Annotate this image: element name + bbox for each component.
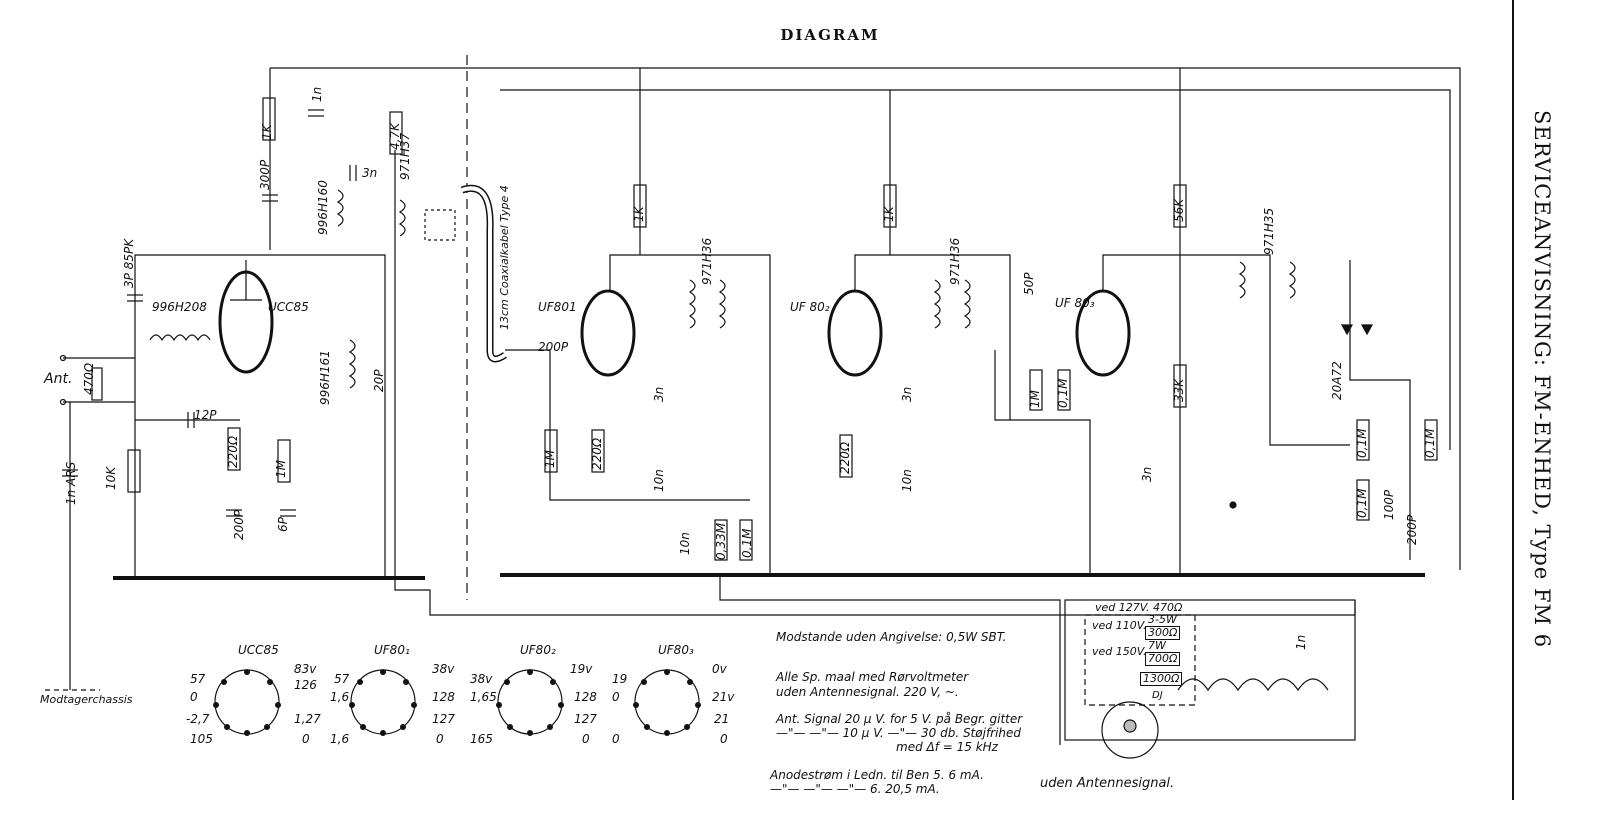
- c11-value: 10n: [652, 469, 666, 492]
- socket-1-pin: 57: [190, 672, 206, 686]
- r4-value: 4,7K: [388, 123, 402, 150]
- r10-value: 0,1M: [740, 528, 754, 558]
- transformer-971h35: [1240, 262, 1245, 298]
- r14-value: 1M: [1028, 390, 1042, 408]
- r7-value: 220Ω: [590, 437, 604, 470]
- r8-value: 1M: [543, 450, 557, 468]
- socket-2-name: UF80₁: [374, 643, 410, 657]
- c2-value: 300P: [258, 159, 272, 190]
- r5-value: 1M: [274, 460, 288, 478]
- side-title: [1528, 110, 1558, 710]
- note-anode-3: uden Antennesignal.: [1040, 776, 1175, 791]
- socket-4-pin: 21v: [712, 690, 735, 704]
- c10-value: 200P: [538, 340, 569, 354]
- socket-3-pin: 165: [470, 732, 493, 746]
- note-anode-1: Anodestrøm i Ledn. til Ben 5. 6 mA.: [770, 768, 984, 782]
- resistor-r1: [128, 450, 140, 492]
- socket-1-pin: 83v: [294, 662, 317, 676]
- socket-2-pin: 38v: [432, 662, 455, 676]
- r1-value: 10K: [104, 466, 118, 490]
- heater-v150: ved 150V.: [1092, 645, 1147, 658]
- diode-gd2: [1362, 325, 1372, 334]
- r9-value: 0,33M: [714, 522, 728, 560]
- socket-4-pin: 0: [720, 732, 728, 746]
- c13-value: 10n: [900, 469, 914, 492]
- socket-3-pin: 128: [574, 690, 597, 704]
- transformer-4-label: 971H35: [1262, 207, 1276, 255]
- socket-4-pin: 19: [612, 672, 628, 686]
- capacitor-c7: [280, 510, 296, 516]
- transformer-971h36-a: [690, 280, 695, 328]
- c16-value: 1n: [1294, 634, 1308, 650]
- c8-value: 1n: [310, 86, 324, 102]
- note-signal-3: med Δf = 15 kHz: [896, 740, 998, 754]
- socket-1-pin: 1,27: [294, 712, 321, 726]
- coil-s2: [338, 190, 343, 226]
- r6-value: 1K: [632, 206, 646, 222]
- heater-r700: 700Ω: [1145, 652, 1180, 666]
- supply-rail-top: [270, 68, 1460, 570]
- note-resistors: Modstande uden Angivelse: 0,5W SBT.: [776, 630, 1007, 644]
- c1-value: 200P: [232, 509, 246, 540]
- socket-4-pin: 0: [612, 732, 620, 746]
- socket-3-name: UF80₂: [520, 643, 556, 657]
- c18-value: 3n: [1140, 466, 1154, 482]
- heater-dj: DJ: [1152, 690, 1163, 701]
- socket-1-pin: 0: [190, 690, 198, 704]
- socket-2-pin: 1,6: [330, 732, 350, 746]
- capacitor-c8: [308, 110, 324, 116]
- tube-ucc85-label: UCC85: [268, 300, 309, 314]
- heater-line: [395, 150, 1355, 615]
- socket-2-pin: 127: [432, 712, 455, 726]
- tube-uf801-label: UF801: [538, 300, 577, 314]
- r19-value: 0,1M: [1423, 428, 1437, 458]
- tube-uf802-label: UF 80₂: [790, 300, 830, 314]
- coil-s1: [150, 335, 210, 340]
- socket-4-name: UF80₃: [658, 643, 694, 657]
- c4-value: 3P 85PK: [122, 238, 136, 288]
- s3-value: 996H161: [318, 350, 332, 405]
- socket-1-pin: 126: [294, 678, 317, 692]
- c9-value: 3n: [362, 166, 378, 180]
- margin-rule: [1512, 0, 1514, 800]
- c15-value: 3n: [900, 386, 914, 402]
- chassis-label: Modtagerchassis: [40, 693, 133, 706]
- heater-v127: ved 127V. 470Ω: [1095, 601, 1183, 614]
- r11-value: 220Ω: [838, 441, 852, 474]
- tube-uf803-label: UF 80₃: [1055, 296, 1095, 310]
- transformer-2-label: 971H36: [700, 237, 714, 285]
- transformer-3-label: 971H36: [948, 237, 962, 285]
- transformer-971h37: [400, 200, 405, 236]
- c1a-value: 1n ARS: [64, 461, 78, 505]
- c20-value: 200P: [1405, 514, 1419, 545]
- socket-2-pin: 0: [436, 732, 444, 746]
- gd1-value: 20A72: [1330, 361, 1344, 400]
- tube-uf802: [829, 291, 881, 375]
- note-voltmeter-2: uden Antennesignal. 220 V, ~.: [776, 685, 959, 699]
- c17-value: 50P: [1022, 272, 1036, 295]
- socket-1-pin: 0: [302, 732, 310, 746]
- socket-1-name: UCC85: [238, 643, 279, 657]
- socket-4-pin: 0: [612, 690, 620, 704]
- antenna-label: Ant.: [44, 371, 73, 387]
- s1-value: 996H208: [152, 300, 207, 314]
- r12-value: 1K: [882, 206, 896, 222]
- socket-3-pin: 1,65: [470, 690, 497, 704]
- socket-3-pin: 38v: [470, 672, 493, 686]
- note-anode-2: —"— —"— —"— 6. 20,5 mA.: [770, 782, 940, 796]
- c12-value: 3n: [652, 386, 666, 402]
- socket-4-pin: 21: [714, 712, 730, 726]
- transformer-971h36-b: [935, 280, 940, 328]
- r2-value: 220Ω: [226, 435, 240, 468]
- tube-uf801: [582, 291, 634, 375]
- coil-s3: [350, 340, 355, 388]
- coax-label: 13cm Coaxialkabel Type 4: [498, 185, 511, 330]
- transformer-1-label: 971H37: [398, 132, 412, 180]
- r15-value: 0,1M: [1056, 378, 1070, 408]
- r16-value: 56K: [1172, 198, 1186, 222]
- note-signal-1: Ant. Signal 20 μ V. for 5 V. på Begr. gitter: [776, 712, 1023, 726]
- r18-value: 0,1M: [1355, 428, 1369, 458]
- s2-value: 996H160: [316, 180, 330, 235]
- socket-3-pin: 127: [574, 712, 597, 726]
- heater-w7: 7W: [1148, 639, 1166, 652]
- note-signal-2: —"— —"— 10 μ V. —"— 30 db. Støjfrihed: [776, 726, 1022, 740]
- socket-3-pin: 0: [582, 732, 590, 746]
- side-title-text: SERVICEANVISNING: FM-ENHED, Type FM 6: [1530, 110, 1554, 649]
- c19-value: 100P: [1382, 489, 1396, 520]
- heater-r300: 300Ω: [1145, 626, 1180, 640]
- c6-value: 20P: [372, 369, 386, 392]
- r17-value: 33K: [1172, 378, 1186, 402]
- capacitor-c9: [350, 165, 356, 181]
- c3-value: 12P: [194, 408, 217, 422]
- heater-filaments: [1178, 679, 1328, 690]
- socket-2-pin: 1,6: [330, 690, 350, 704]
- c14-value: 10n: [678, 532, 692, 555]
- r1a-value: 470Ω: [82, 362, 96, 395]
- socket-1-pin: -2,7: [186, 712, 210, 726]
- r3-value: 1K: [260, 124, 274, 140]
- note-voltmeter-1: Alle Sp. maal med Rørvoltmeter: [776, 670, 969, 684]
- diagram-title: DIAGRAM: [780, 26, 880, 44]
- r20-value: 0,1M: [1355, 488, 1369, 518]
- heater-v110: ved 110V.: [1092, 619, 1147, 632]
- socket-4-pin: 0v: [712, 662, 727, 676]
- heater-w35: 3-5W: [1148, 613, 1177, 626]
- c7-value: 6P: [276, 517, 290, 532]
- heater-r1300: 1300Ω: [1140, 672, 1182, 686]
- socket-1-pin: 105: [190, 732, 213, 746]
- supply-rail-b: [500, 90, 1450, 450]
- socket-2-pin: 57: [334, 672, 350, 686]
- socket-2-pin: 128: [432, 690, 455, 704]
- socket-3-pin: 19v: [570, 662, 593, 676]
